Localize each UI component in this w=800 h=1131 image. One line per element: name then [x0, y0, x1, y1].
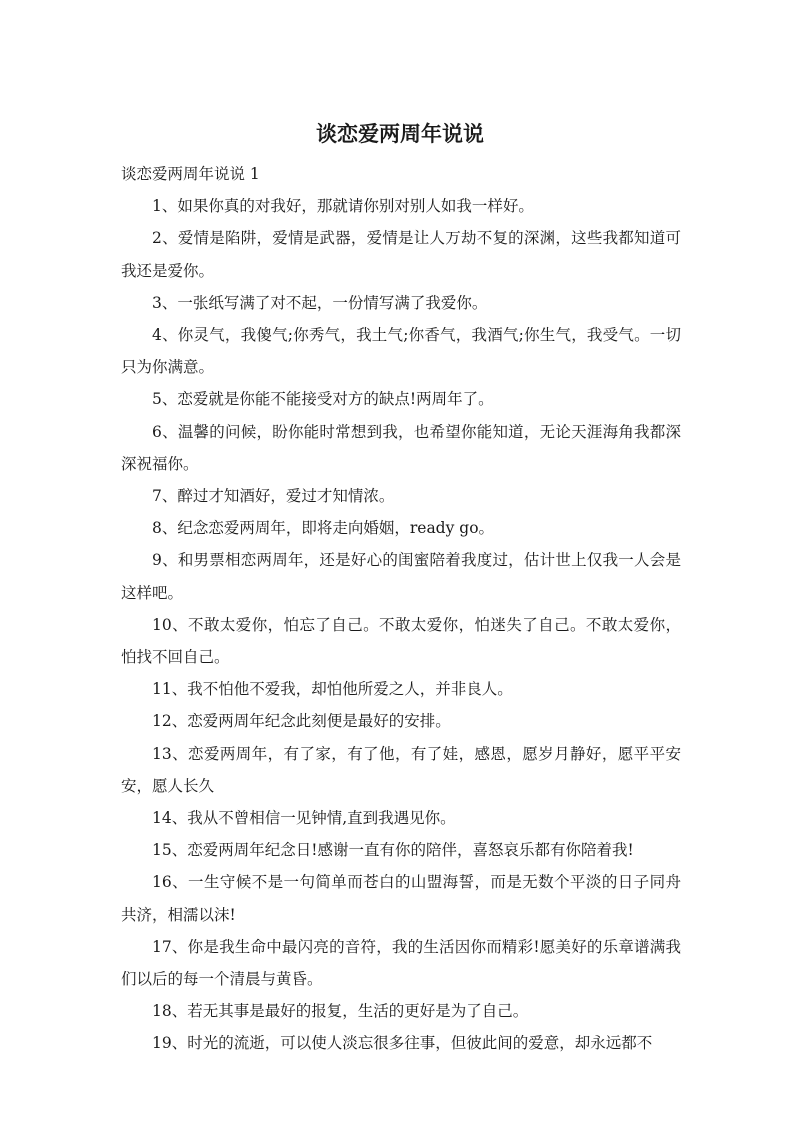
paragraph-16: 16、一生守候不是一句简单而苍白的山盟海誓，而是无数个平淡的日子同舟共济，相濡以沫!: [121, 873, 681, 924]
paragraph-7: 7、醉过才知酒好，爱过才知情浓。: [152, 487, 395, 506]
paragraph-18: 18、若无其事是最好的报复，生活的更好是为了自己。: [152, 1002, 529, 1021]
document-title: 谈恋爱两周年说说: [316, 122, 484, 146]
paragraph-14: 14、我从不曾相信一见钟情,直到我遇见你。: [152, 809, 456, 828]
paragraph-5: 5、恋爱就是你能不能接受对方的缺点!两周年了。: [152, 390, 494, 409]
paragraph-15: 15、恋爱两周年纪念日!感谢一直有你的陪伴，喜怒哀乐都有你陪着我!: [152, 841, 634, 860]
paragraph-2: 2、爱情是陷阱，爱情是武器，爱情是让人万劫不复的深渊，这些我都知道可我还是爱你。: [121, 229, 681, 280]
paragraph-6: 6、温馨的问候，盼你能时常想到我，也希望你能知道，无论天涯海角我都深深祝福你。: [121, 422, 681, 473]
paragraph-19: 19、时光的流逝，可以使人淡忘很多往事，但彼此间的爱意，却永远都不: [152, 1034, 653, 1053]
paragraph-3: 3、一张纸写满了对不起，一份情写满了我爱你。: [152, 293, 488, 312]
paragraph-11: 11、我不怕他不爱我，却怕他所爱之人，并非良人。: [152, 680, 513, 699]
section-subtitle: 谈恋爱两周年说说 1: [121, 165, 260, 183]
paragraph-1: 1、如果你真的对我好，那就请你别对别人如我一样好。: [152, 197, 534, 216]
document-body: [121, 158, 681, 1060]
paragraph-8: 8、纪念恋爱两周年，即将走向婚姻，ready go。: [152, 519, 495, 538]
paragraph-12: 12、恋爱两周年纪念此刻便是最好的安排。: [152, 712, 451, 731]
paragraph-17: 17、你是我生命中最闪亮的音符，我的生活因你而精彩!愿美好的乐章谱满我们以后的每一个清晨与黄昏。: [121, 937, 681, 989]
paragraph-4: 4、你灵气，我傻气;你秀气，我土气;你香气，我酒气;你生气，我受气。一切只为你满意。: [121, 326, 681, 377]
paragraph-9: 9、和男票相恋两周年，还是好心的闺蜜陪着我度过，估计世上仅我一人会是这样吧。: [121, 551, 681, 602]
paragraph-13: 13、恋爱两周年，有了家，有了他，有了娃，感恩，愿岁月静好，愿平平安安，愿人长久: [121, 744, 681, 795]
paragraph-10: 10、不敢太爱你，怕忘了自己。不敢太爱你，怕迷失了自己。不敢太爱你，怕找不回自己。: [121, 615, 681, 667]
